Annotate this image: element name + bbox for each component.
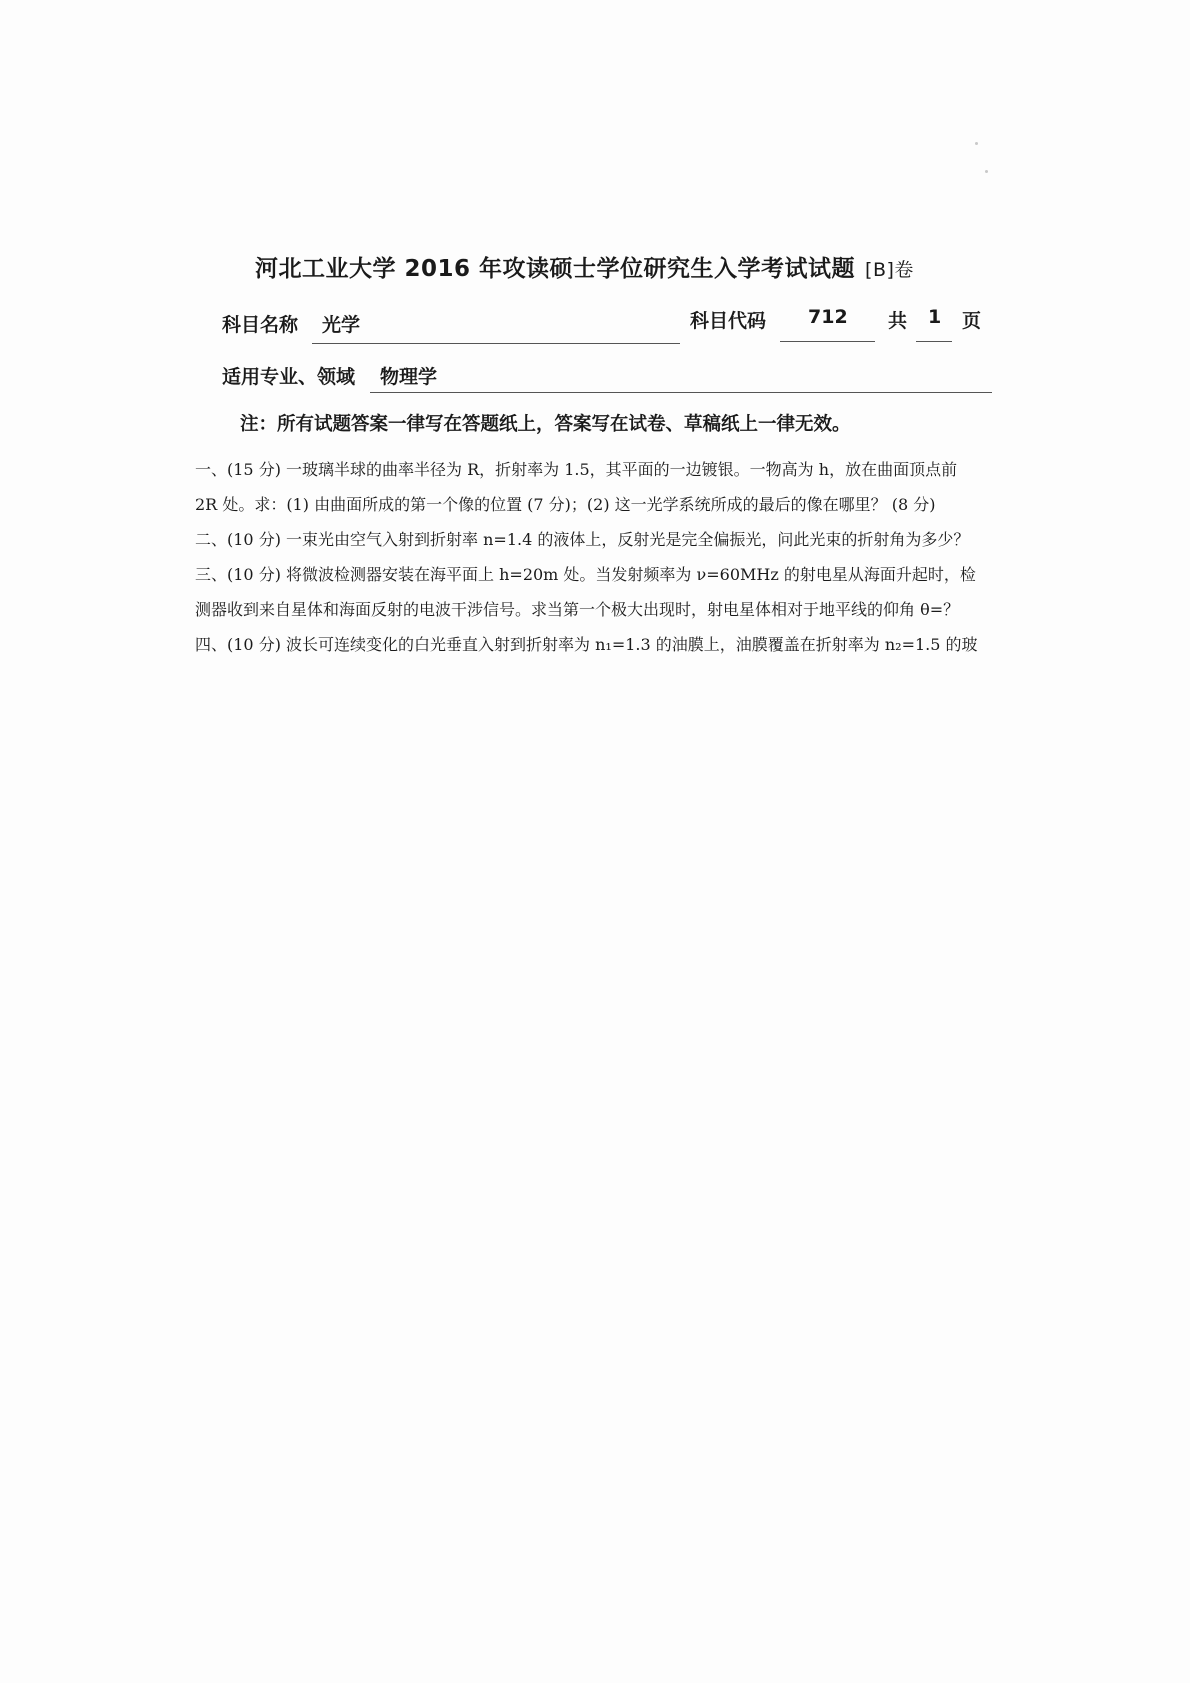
question-line: 测器收到来自星体和海面反射的电波干涉信号。求当第一个极大出现时，射电星体相对于地平线的仰角 θ=？ [195, 600, 960, 619]
major-underline [370, 392, 992, 393]
question-line: 三、(10 分) 将微波检测器安装在海平面上 h=20m 处。当发射频率为 ν=60MHz 的射电星从海面升起时，检 [195, 565, 976, 584]
question-line: 一、(15 分) 一玻璃半球的曲率半径为 R，折射率为 1.5，其平面的一边镀银。一物高为 h，放在曲面顶点前 [195, 460, 958, 479]
scan-speck [975, 142, 978, 145]
exam-title [255, 250, 975, 283]
subject-name-label: 科目名称 [222, 314, 299, 336]
subject-name-underline [312, 343, 680, 344]
pages-count-underline [916, 341, 952, 342]
question-line: 2R 处。求：(1) 由曲面所成的第一个像的位置 (7 分)；(2) 这一光学系统所成的最后的像在哪里？ (8 分) [195, 495, 936, 514]
pages-prefix: 共 [888, 310, 908, 332]
subject-code-underline [780, 341, 875, 342]
paper-version-tag: [B]卷 [865, 259, 914, 281]
subject-name-value: 光学 [322, 314, 361, 336]
pages-suffix: 页 [962, 310, 982, 332]
question-list [195, 452, 1000, 662]
question-line: 二、(10 分) 一束光由空气入射到折射率 n=1.4 的液体上，反射光是完全偏振光，问此光束的折射角为多少？ [195, 530, 970, 549]
subject-code-label: 科目代码 [690, 310, 767, 332]
exam-title-text: 河北工业大学 2016 年攻读硕士学位研究生入学考试试题 [255, 256, 856, 282]
pages-count: 1 [928, 306, 942, 328]
scan-speck [985, 170, 988, 173]
question-line: 四、(10 分) 波长可连续变化的白光垂直入射到折射率为 n₁=1.3 的油膜上，油膜覆盖在折射率为 n₂=1.5 的玻 [195, 635, 978, 654]
exam-notice: 注：所有试题答案一律写在答题纸上，答案写在试卷、草稿纸上一律无效。 [240, 414, 851, 435]
major-value: 物理学 [380, 366, 438, 388]
subject-code-value: 712 [808, 306, 848, 328]
major-label: 适用专业、领域 [222, 366, 356, 388]
